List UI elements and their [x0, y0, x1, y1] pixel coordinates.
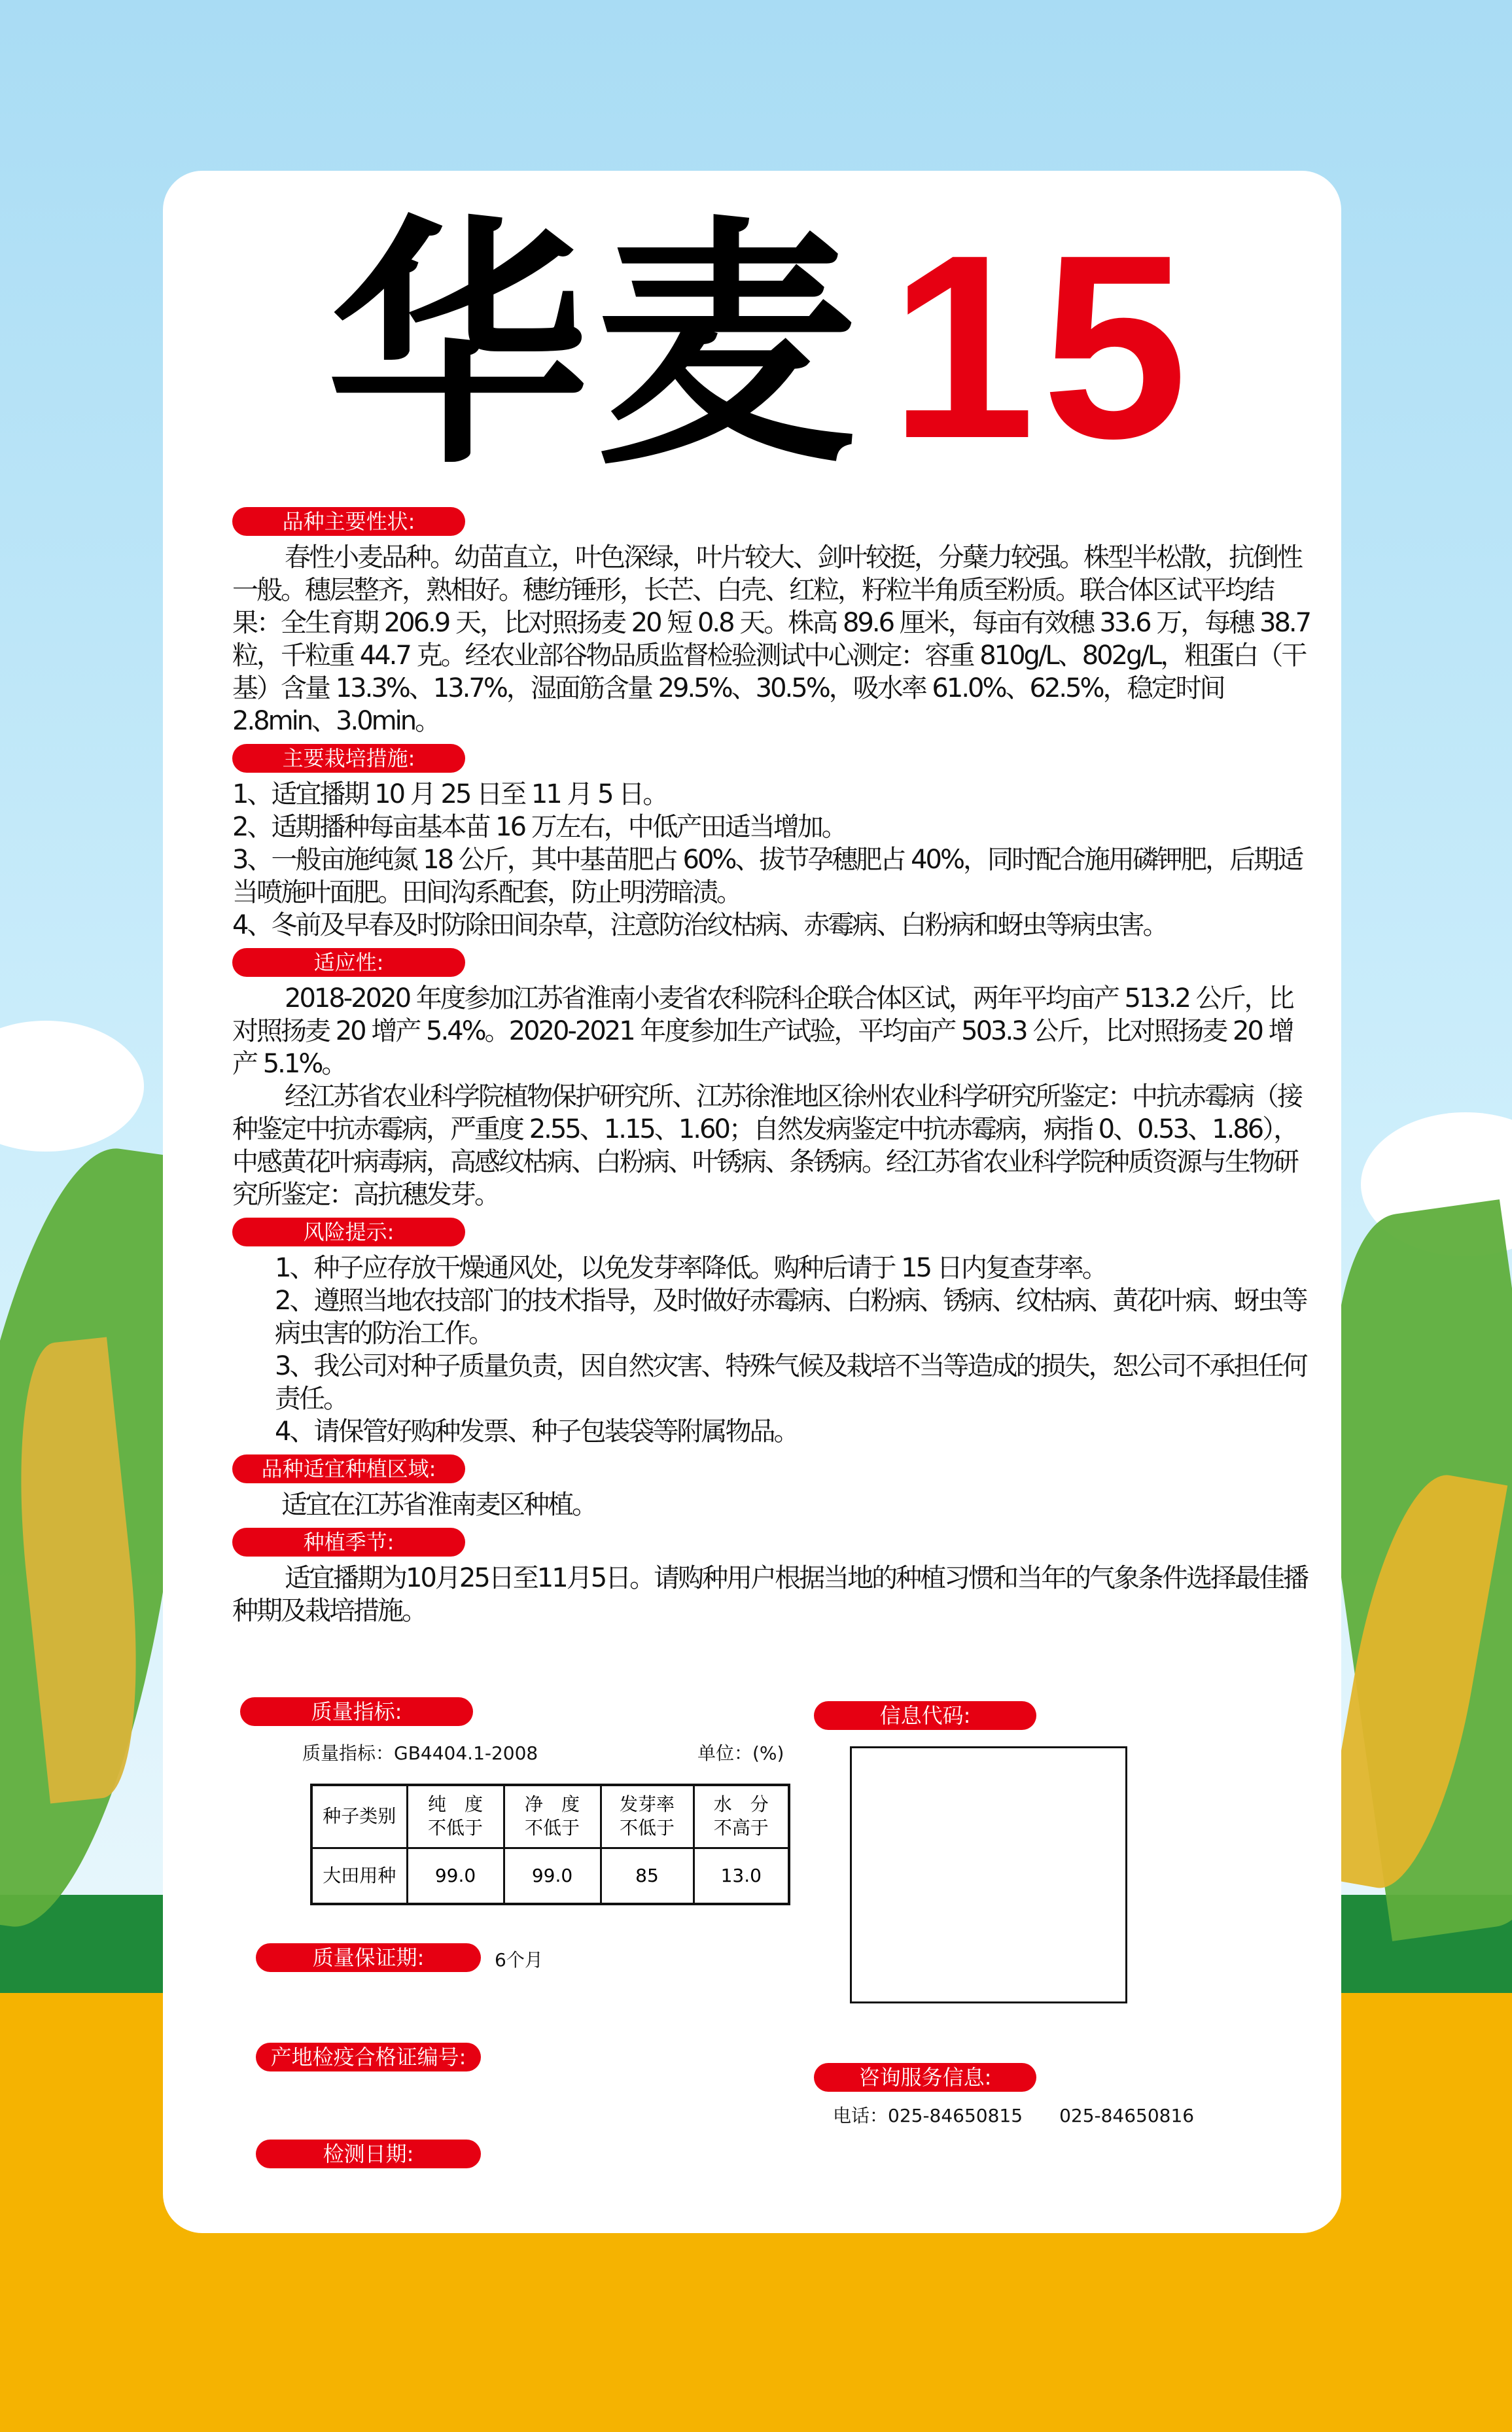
warranty-value: 6个月 — [495, 1949, 543, 1971]
product-number: 15 — [890, 200, 1194, 493]
section-label-info-code: 信息代码: — [814, 1701, 1036, 1730]
section-label-traits: 品种主要性状: — [232, 507, 465, 536]
table-header — [694, 1785, 789, 1848]
table-cell: 13.0 — [694, 1848, 789, 1904]
table-header — [407, 1785, 504, 1848]
section-label-cultivation: 主要栽培措施: — [232, 744, 465, 773]
season-text: 适宜播期为10月25日至11月5日。请购种用户根据当地的种植习惯和当年的气象条件选择最佳播种期及栽培措施。 — [232, 1563, 1308, 1626]
table-cell: 大田用种 — [311, 1848, 407, 1904]
table-cell: 85 — [601, 1848, 694, 1904]
section-label-quarantine: 产地检疫合格证编号: — [256, 2043, 481, 2071]
header-sub: 不低于 — [427, 1817, 483, 1839]
header-label: 纯 度 — [427, 1793, 483, 1816]
quality-table — [310, 1784, 790, 1905]
paragraph: 2018-2020 年度参加江苏省淮南小麦省农科院科企联合体区试，两年平均亩产 513.2 公斤，比对照扬麦 20 增产 5.4%。2020-2021 年度参加生产试验，平均亩产 503.3 公斤，比对照扬麦 20 增产 5.1%。 — [232, 983, 1293, 1079]
quality-unit: 单位：(%) — [697, 1742, 784, 1764]
risk-list — [232, 1252, 1312, 1448]
list-item: 3、一般亩施纯氮 18 公斤，其中基苗肥占 60%、拔节孕穗肥占 40%，同时配合施用磷钾肥，后期适当喷施叶面肥。田间沟系配套，防止明涝暗渍。 — [232, 845, 1303, 908]
header-sub: 不低于 — [619, 1817, 675, 1839]
traits-text: 春性小麦品种。幼苗直立，叶色深绿，叶片较大、剑叶较挺，分蘖力较强。株型半松散，抗倒性一般。穗层整齐，熟相好。穗纺锤形，长芒、白壳、红粒，籽粒半角质至粉质。联合体区试平均结果：全生育期 206.9 天，比对照扬麦 20 短 0.8 天。株高 89.6 厘米，每亩有效穗 33.6 万，每穗 38.7 粒，千粒重 44.7 克。经农业部谷物品质监督检验测试中心测定：容重 810g/L、802g/L，粗蛋白（干基）含量 13.3%、13.7%，湿面筋含量 29.5%、30.5%，吸水率 61.0%、62.5%，稳定时间 2.8min、3.0min。 — [232, 542, 1310, 736]
main-text-column — [232, 507, 1312, 1627]
list-item: 4、请保管好购种发票、种子包装袋等附属物品。 — [275, 1417, 798, 1447]
section-label-consult: 咨询服务信息: — [814, 2063, 1036, 2092]
section-label-risk: 风险提示: — [232, 1218, 465, 1246]
header-label: 发芽率 — [619, 1793, 675, 1816]
table-row — [311, 1848, 789, 1904]
list-item: 1、适宜播期 10 月 25 日至 11 月 5 日。 — [232, 779, 667, 809]
table-header — [504, 1785, 601, 1848]
list-item: 2、遵照当地农技部门的技术指导，及时做好赤霉病、白粉病、锈病、纹枯病、黄花叶病、蚜虫等病虫害的防治工作。 — [275, 1286, 1307, 1348]
header-sub: 不高于 — [713, 1817, 769, 1839]
table-cell: 99.0 — [504, 1848, 601, 1904]
cultivation-list — [232, 778, 1312, 942]
section-label-test-date: 检测日期: — [256, 2140, 481, 2168]
region-text: 适宜在江苏省淮南麦区种植。 — [281, 1490, 596, 1520]
header-label: 净 度 — [524, 1793, 580, 1816]
table-header-row — [311, 1785, 789, 1848]
section-label-warranty: 质量保证期: — [256, 1943, 481, 1972]
consult-phone: 电话：025-84650815 025-84650816 — [833, 2105, 1195, 2126]
list-item: 2、适期播种每亩基本苗 16 万左右，中低产田适当增加。 — [232, 812, 846, 842]
info-code-box — [850, 1746, 1127, 2003]
product-title — [327, 195, 1194, 499]
section-label-region: 品种适宜种植区域: — [232, 1454, 465, 1483]
section-label-quality: 质量指标: — [240, 1697, 473, 1726]
quality-standard: 质量指标：GB4404.1-2008 — [302, 1742, 538, 1764]
section-label-season: 种植季节: — [232, 1528, 465, 1557]
adaptability-text — [232, 982, 1312, 1211]
list-item: 4、冬前及早春及时防除田间杂草，注意防治纹枯病、赤霉病、白粉病和蚜虫等病虫害。 — [232, 910, 1167, 940]
list-item: 3、我公司对种子质量负责，因自然灾害、特殊气候及栽培不当等造成的损失，恕公司不承担任何责任。 — [275, 1351, 1307, 1414]
table-cell: 99.0 — [407, 1848, 504, 1904]
table-header — [601, 1785, 694, 1848]
header-sub: 不低于 — [524, 1817, 580, 1839]
header-label: 水 分 — [713, 1793, 769, 1816]
section-label-adaptability: 适应性: — [232, 948, 465, 977]
table-header: 种子类别 — [311, 1785, 407, 1848]
list-item: 1、种子应存放干燥通风处，以免发芽率降低。购种后请于 15 日内复查芽率。 — [275, 1253, 1106, 1283]
product-name: 华麦 — [327, 195, 864, 499]
paragraph: 经江苏省农业科学院植物保护研究所、江苏徐淮地区徐州农业科学研究所鉴定：中抗赤霉病（接种鉴定中抗赤霉病，严重度 2.55、1.15、1.60；自然发病鉴定中抗赤霉病，病指 0、0.53、1.86），中感黄花叶病毒病，高感纹枯病、白粉病、叶锈病、条锈病。经江苏省农业科学院种质资源与生物研究所鉴定：高抗穗发芽。 — [232, 1082, 1301, 1210]
